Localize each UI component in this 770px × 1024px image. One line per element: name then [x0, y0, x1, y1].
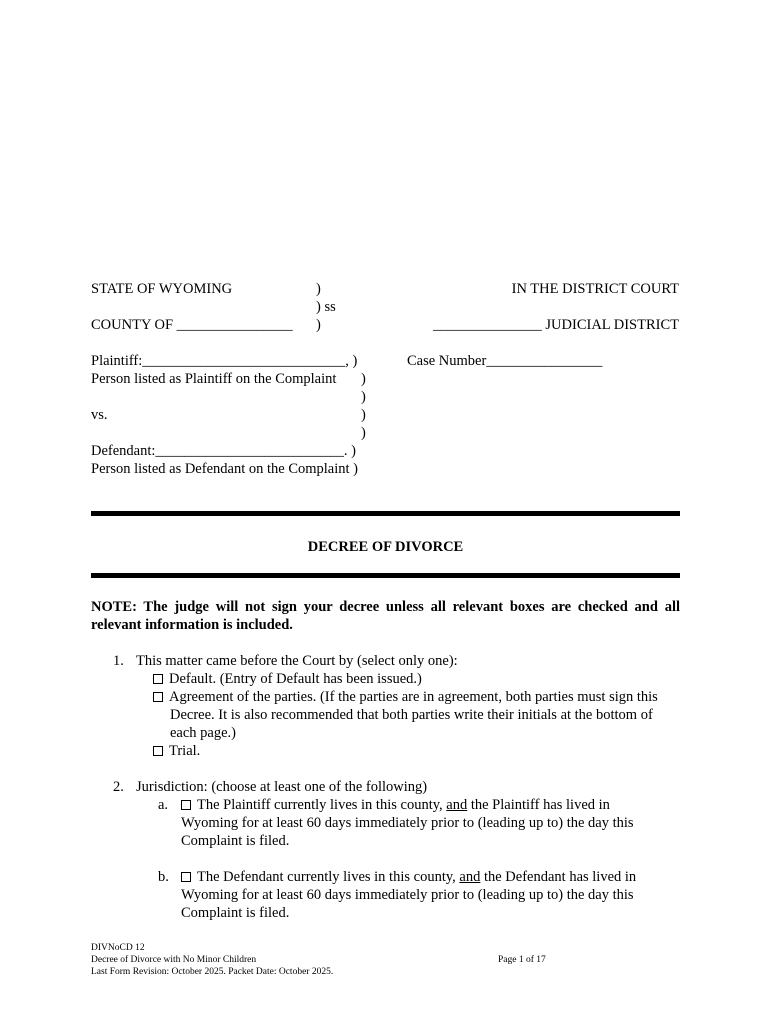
default-checkbox[interactable] — [153, 674, 163, 684]
defendant-residency-checkbox[interactable] — [181, 872, 191, 882]
option-agreement-line-3: each page.) — [170, 725, 237, 741]
sub-a-line-1 — [181, 796, 610, 814]
court-name: IN THE DISTRICT COURT — [511, 281, 679, 297]
sub-a-line-2: Wyoming for at least 60 days immediately prior to (leading up to) the day this — [181, 815, 634, 831]
footer-revision: Last Form Revision: October 2025. Packet Date: October 2025. — [91, 967, 334, 977]
caption-paren: ) — [316, 317, 321, 333]
trial-checkbox[interactable] — [153, 746, 163, 756]
option-default — [153, 670, 422, 688]
defendant-name-field[interactable]: Defendant:__________________________. ) — [91, 443, 356, 459]
item-2-number: 2. — [113, 779, 124, 795]
sub-b-and: and — [459, 869, 481, 885]
option-agreement — [153, 688, 658, 706]
sub-a-letter: a. — [158, 797, 169, 813]
plaintiff-name-field[interactable]: ____________________________ — [142, 353, 346, 369]
sub-b-line-1 — [181, 868, 636, 886]
agreement-checkbox[interactable] — [153, 692, 163, 702]
case-number-field[interactable]: Case Number________________ — [407, 353, 603, 369]
state-label: STATE OF WYOMING — [91, 281, 233, 297]
plaintiff-residency-checkbox[interactable] — [181, 800, 191, 810]
caption-paren: ) — [361, 371, 366, 387]
option-agreement-label: Agreement of the parties. (If the parties are in agreement, both parties must sign this — [169, 689, 658, 705]
plaintiff-note: Person listed as Plaintiff on the Complaint — [91, 371, 337, 387]
option-trial — [153, 742, 200, 760]
sub-a-text-end: the Plaintiff has lived in — [467, 797, 610, 813]
sub-b-text-end: the Defendant has lived in — [480, 869, 637, 885]
sub-b-line-2: Wyoming for at least 60 days immediately prior to (leading up to) the day this — [181, 887, 634, 903]
sub-b-line-3: Complaint is filed. — [181, 905, 290, 921]
sub-a-text: The Plaintiff currently lives in this county, — [197, 797, 447, 813]
item-1-number: 1. — [113, 653, 124, 669]
option-default-label: Default. (Entry of Default has been issued.) — [169, 671, 422, 687]
county-field[interactable]: COUNTY OF ________________ — [91, 317, 293, 333]
option-agreement-line-2: Decree. It is also recommended that both parties write their initials at the bottom of — [170, 707, 653, 723]
document-title: DECREE OF DIVORCE — [307, 539, 464, 555]
title-rule-bottom — [91, 573, 680, 578]
caption-paren: ) — [361, 389, 366, 405]
caption-paren: ) — [316, 281, 321, 297]
plaintiff-label: Plaintiff: — [91, 353, 143, 369]
footer-form-code: DIVNoCD 12 — [91, 943, 145, 953]
item-2-text: Jurisdiction: (choose at least one of the following) — [136, 779, 428, 795]
caption-paren: , ) — [345, 353, 358, 369]
option-trial-label: Trial. — [169, 743, 201, 759]
note-line-1: NOTE: The judge will not sign your decree unless all relevant boxes are checked and all — [91, 599, 680, 615]
sub-b-letter: b. — [158, 869, 169, 885]
note-line-2: relevant information is included. — [91, 617, 293, 633]
caption-paren: ) — [361, 425, 366, 441]
sub-a-line-3: Complaint is filed. — [181, 833, 290, 849]
caption-paren: ) — [361, 407, 366, 423]
footer-form-name: Decree of Divorce with No Minor Children — [91, 955, 257, 965]
footer-page-number: Page 1 of 17 — [498, 955, 546, 965]
versus-label: vs. — [91, 407, 108, 423]
item-1-text: This matter came before the Court by (select only one): — [136, 653, 458, 669]
caption-ss: ) ss — [316, 299, 336, 315]
plaintiff-line — [91, 352, 357, 370]
sub-a-and: and — [446, 797, 468, 813]
defendant-note: Person listed as Defendant on the Complaint ) — [91, 461, 358, 477]
sub-b-text: The Defendant currently lives in this county, — [197, 869, 460, 885]
judicial-district-field[interactable]: _______________ JUDICIAL DISTRICT — [433, 317, 679, 333]
title-rule-top — [91, 511, 680, 516]
